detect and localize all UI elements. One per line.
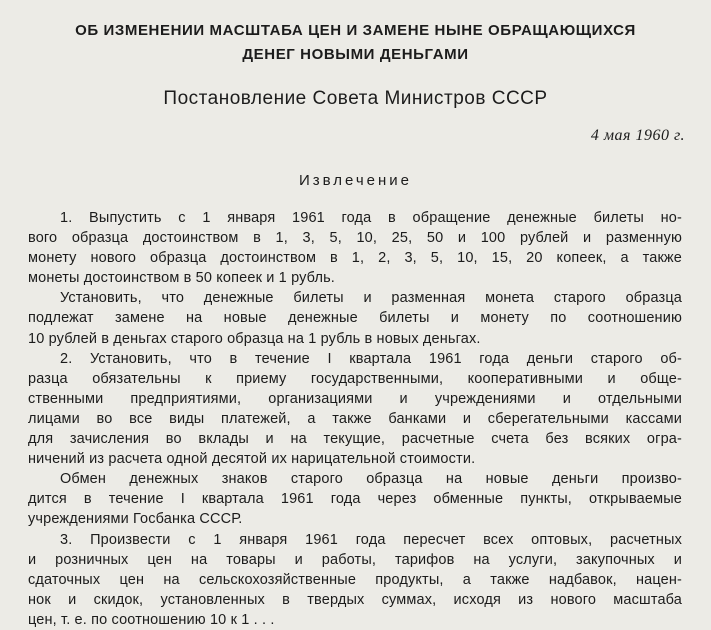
body-line: монеты достоинством в 50 копеек и 1 рубль. xyxy=(28,270,335,287)
body-line: дится в течение I квартала 1961 года через обменные пункты, открываемые xyxy=(28,491,682,508)
body-line: цен, т. е. по соотношению 10 к 1 . . . xyxy=(28,611,275,628)
body-line: вого образца достоинством в 1, 3, 5, 10, 25, 50 и 100 рублей и разменную xyxy=(28,230,682,247)
headline-line-1: ОБ ИЗМЕНЕНИИ МАСШТАБА ЦЕН И ЗАМЕНЕ НЫНЕ ОБРАЩАЮЩИХСЯ xyxy=(75,22,636,39)
body-line: подлежат замене на новые денежные билеты и монету по соотношению xyxy=(28,310,682,327)
decree-date: 4 мая 1960 г. xyxy=(590,127,685,144)
body-line: монету нового образца достоинством в 1, 2, 3, 5, 10, 15, 20 копеек, а также xyxy=(28,250,682,267)
body-line: нок и скидок, установленных в твердых суммах, исходя из нового масштаба xyxy=(28,591,682,608)
body-line: для зачисления во вклады и на текущие, расчетные счета без всяких огра- xyxy=(28,431,682,448)
decree-body xyxy=(28,208,682,630)
body-line: Установить, что денежные билеты и разменная монета старого образца xyxy=(60,290,682,307)
body-line: 10 рублей в деньгах старого образца на 1 рубль в новых деньгах. xyxy=(28,330,481,347)
extract-label: Извлечение xyxy=(298,172,413,189)
body-line: и розничных цен на товары и работы, тарифов на услуги, закупочных и xyxy=(28,551,682,568)
body-line: ственными предприятиями, организациями и учреждениями и отдельными xyxy=(28,390,682,407)
body-line: разца обязательны к приему государственными, кооперативными и обще- xyxy=(28,370,682,387)
body-line: 2. Установить, что в течение I квартала 1961 года деньги старого об- xyxy=(60,350,682,367)
body-line: учреждениями Госбанка СССР. xyxy=(28,511,243,528)
headline-line-2: ДЕНЕГ НОВЫМИ ДЕНЬГАМИ xyxy=(242,46,469,63)
body-line: Обмен денежных знаков старого образца на новые деньги произво- xyxy=(60,471,682,488)
body-line: сдаточных цен на сельскохозяйственные продукты, а также надбавок, нацен- xyxy=(28,571,682,588)
decree-subtitle: Постановление Совета Министров СССР xyxy=(163,88,548,109)
body-line: 1. Выпустить с 1 января 1961 года в обращение денежные билеты но- xyxy=(60,210,682,226)
body-line: ничений из расчета одной десятой их нарицательной стоимости. xyxy=(28,451,476,468)
body-line: лицами во все виды платежей, а также банками и сберегательными кассами xyxy=(28,410,682,427)
body-line: 3. Произвести с 1 января 1961 года пересчет всех оптовых, расчетных xyxy=(60,531,682,548)
